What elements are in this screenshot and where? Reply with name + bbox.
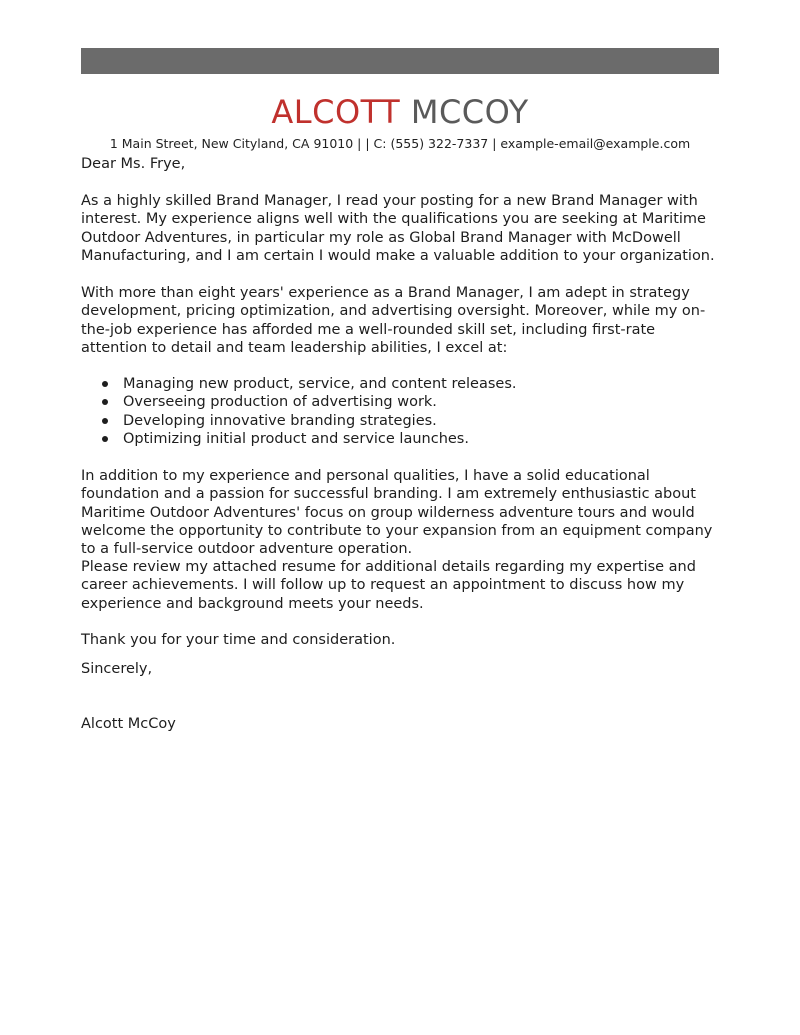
list-item-text: Developing innovative branding strategies. [123,412,437,429]
bullet-icon [102,399,108,405]
paragraph-experience: With more than eight years' experience as a Brand Manager, I am adept in strategy development, pricing optimization, and advertising oversight. Moreover, while my on-the-job experience has afforded me a well-rounded skill set, including first-rate attention to detail and team leadership abilities, I excel at: [81,285,706,356]
bullet-icon [102,436,108,442]
closing: Sincerely, [81,661,153,677]
paragraph-intro: As a highly skilled Brand Manager, I read your posting for a new Brand Manager with interest. My experience aligns well with the qualifications you are seeking at Maritime Outdoor Adventures, in particular my role as Global Brand Manager with McDowell Manufacturing, and I am certain I would make a valuable addition to your organization. [81,193,715,264]
contact-line: 1 Main Street, New Cityland, CA 91010 | | C: (555) 322-7337 | example-email@example.com [109,136,691,151]
list-item-text: Overseeing production of advertising work. [123,394,437,411]
skills-list [81,375,701,448]
paragraph-education: In addition to my experience and personal qualities, I have a solid educational foundation and a passion for successful branding. I am extremely enthusiastic about Maritime Outdoor Adventures' focus on group wilderness adventure tours and would welcome the opportunity to contribute to your expansion from an equipment company to a full-service outdoor adventure operation. [81,468,713,558]
list-item [81,393,701,411]
salutation: Dear Ms. Frye, [81,156,186,172]
signature-name: Alcott McCoy [81,716,176,732]
thanks-line: Thank you for your time and consideration. [81,632,396,648]
last-name: MCCOY [410,93,529,131]
list-item [81,375,701,393]
bullet-icon [102,418,108,424]
list-item-text: Managing new product, service, and content releases. [123,376,517,392]
list-item [81,412,701,430]
list-item [81,430,701,448]
bullet-icon [102,381,108,387]
first-name: ALCOTT [271,93,401,131]
paragraph-followup: Please review my attached resume for additional details regarding my expertise and career achievements. I will follow up to request an appointment to discuss how my experience and background meets your needs. [81,559,696,612]
header-bar [81,48,719,74]
list-item-text: Optimizing initial product and service launches. [123,430,469,447]
name-heading [0,92,800,132]
